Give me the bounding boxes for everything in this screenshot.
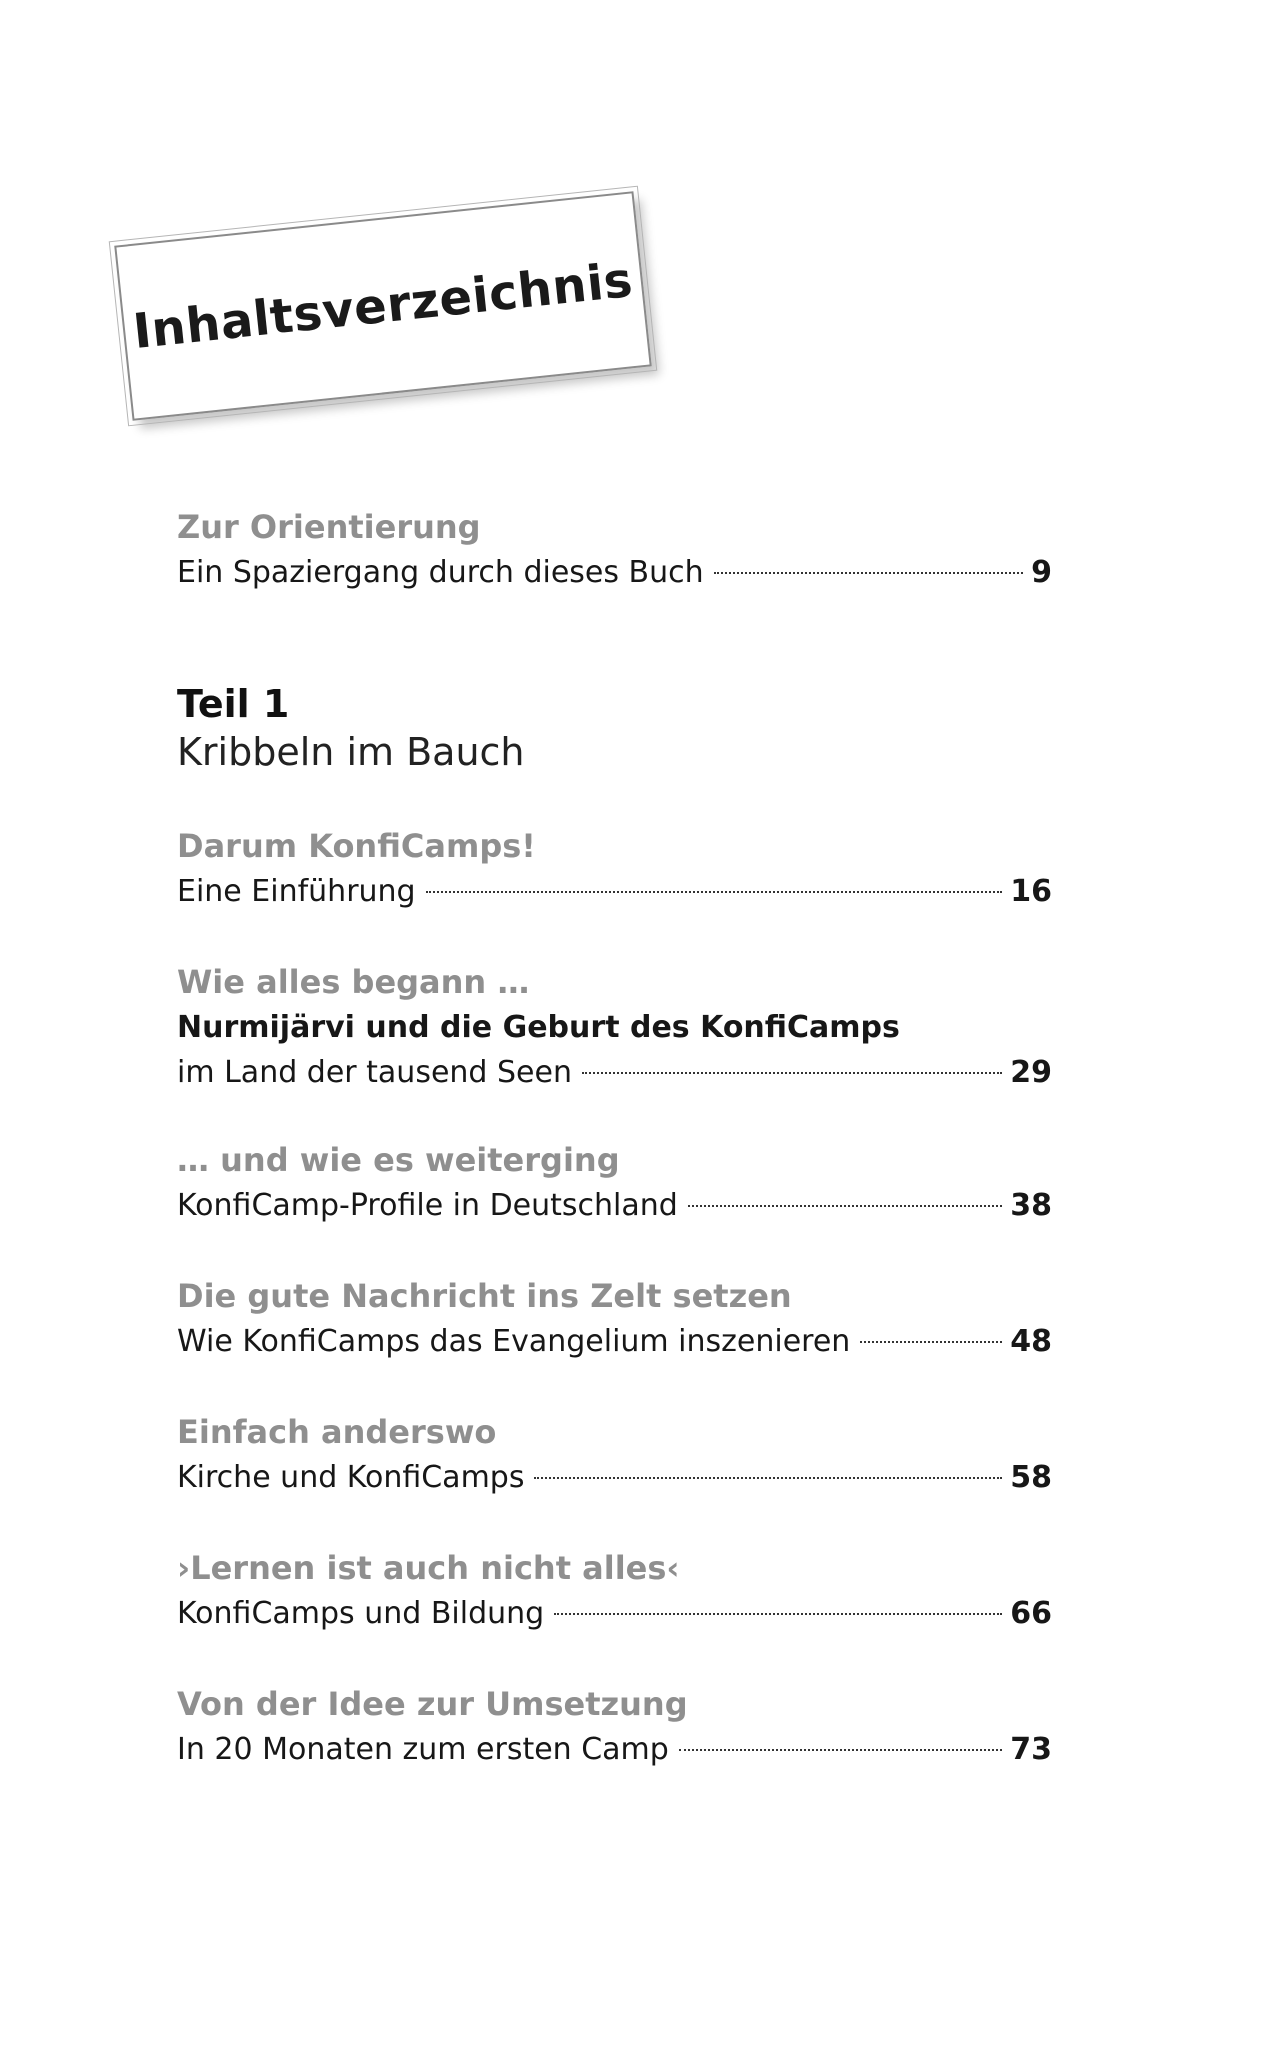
dot-leader: [582, 1072, 1002, 1074]
page-number: 38: [1010, 1188, 1052, 1223]
entry-line: [177, 869, 1052, 914]
dot-leader: [688, 1205, 1002, 1207]
entry-heading: ›Lernen ist auch nicht alles‹: [177, 1549, 680, 1587]
entry-line: [177, 1727, 1052, 1772]
page-number: 9: [1031, 555, 1052, 590]
toc-entry-intro[interactable]: [177, 504, 1052, 595]
entry-title: im Land der tausend Seen: [177, 1055, 572, 1090]
dot-leader: [534, 1477, 1002, 1479]
entry-title: KonfiCamp-Profile in Deutschland: [177, 1188, 678, 1223]
entry-title: Ein Spaziergang durch dieses Buch: [177, 555, 704, 590]
toc-entry[interactable]: [177, 959, 1052, 1095]
entry-title: In 20 Monaten zum ersten Camp: [177, 1732, 669, 1767]
entry-line: [177, 1183, 1052, 1228]
entry-line: [177, 1455, 1052, 1500]
entry-title: Wie KonfiCamps das Evangelium inszenieren: [177, 1324, 851, 1359]
entry-line-first: Nurmijärvi und die Geburt des KonfiCamps: [177, 1010, 900, 1045]
toc-entry[interactable]: [177, 1409, 1052, 1500]
entry-heading: Darum KonfiCamps!: [177, 827, 536, 865]
part-number: Teil 1: [177, 682, 290, 726]
page-number: 16: [1010, 874, 1052, 909]
entry-title: Eine Einführung: [177, 874, 416, 909]
page-number: 29: [1010, 1055, 1052, 1090]
dot-leader: [860, 1341, 1002, 1343]
entry-heading: Zur Orientierung: [177, 508, 481, 546]
toc-entry[interactable]: [177, 1681, 1052, 1772]
entry-heading: Wie alles begann …: [177, 963, 530, 1001]
entry-heading: Von der Idee zur Umsetzung: [177, 1685, 688, 1723]
dot-leader: [679, 1749, 1002, 1751]
entry-title: KonfiCamps und Bildung: [177, 1596, 545, 1631]
entry-line: [177, 550, 1052, 595]
toc-entry[interactable]: [177, 1273, 1052, 1364]
entry-line: [177, 1591, 1052, 1636]
page-title: Inhaltsverzeichnis: [130, 251, 636, 361]
dot-leader: [714, 572, 1023, 574]
entry-heading: … und wie es weiterging: [177, 1141, 620, 1179]
page-number: 66: [1010, 1596, 1052, 1631]
dot-leader: [554, 1613, 1002, 1615]
toc-entry[interactable]: [177, 1137, 1052, 1228]
toc-entry[interactable]: [177, 823, 1052, 914]
entry-heading: Die gute Nachricht ins Zelt setzen: [177, 1277, 792, 1315]
dot-leader: [426, 891, 1003, 893]
entry-title: Kirche und KonfiCamps: [177, 1460, 525, 1495]
page-number: 48: [1010, 1324, 1052, 1359]
page-number: 58: [1010, 1460, 1052, 1495]
entry-heading: Einfach anderswo: [177, 1413, 497, 1451]
entry-line: [177, 1050, 1052, 1095]
entry-line: [177, 1319, 1052, 1364]
toc-entry[interactable]: [177, 1545, 1052, 1636]
page-number: 73: [1010, 1732, 1052, 1767]
part-title: Kribbeln im Bauch: [177, 730, 525, 774]
title-stamp: [114, 191, 652, 421]
